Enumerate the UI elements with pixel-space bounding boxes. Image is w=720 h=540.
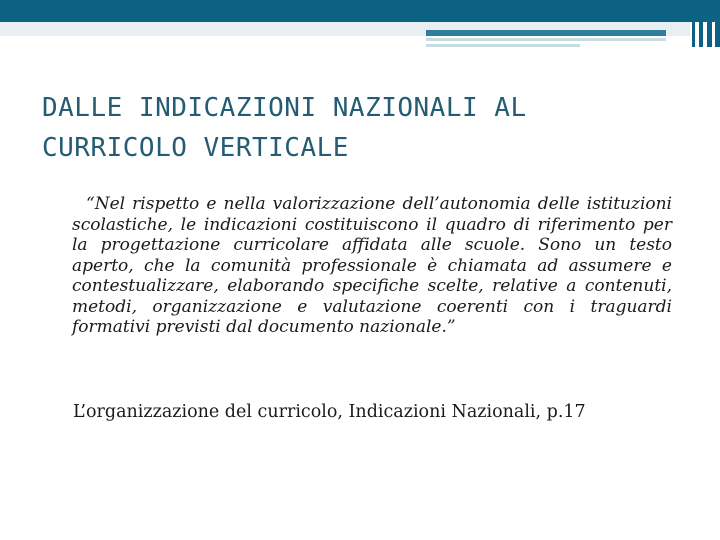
quote-text: “Nel rispetto e nella valorizzazione dell’autonomia delle istituzioni scolastiche, le indicazioni costituiscono il quadro di riferimento per la progettazione curricolare affidata alle scuole. Sono un testo aperto, che la comunità professionale è chiamata ad assumere e contestualizzare, elaborando specifiche scelte, relative a contenuti, metodi, organizzazione e valutazione coerenti con i traguardi formativi previsti dal documento nazionale.” bbox=[72, 194, 672, 337]
slide-title bbox=[42, 88, 682, 168]
slide-title-line-2: CURRICOLO VERTICALE bbox=[42, 133, 349, 163]
slide-title-line-1: DALLE INDICAZIONI NAZIONALI AL bbox=[42, 93, 527, 123]
corner-bars-decoration bbox=[690, 0, 720, 47]
quote-block bbox=[72, 194, 672, 338]
citation: L’organizzazione del curricolo, Indicazioni Nazionali, p.17 bbox=[73, 402, 586, 422]
corner-bar bbox=[699, 0, 703, 47]
accent-stripe-short bbox=[426, 44, 580, 47]
corner-bar bbox=[707, 0, 712, 47]
corner-bar bbox=[692, 0, 695, 47]
accent-stripe-thin bbox=[426, 38, 666, 41]
accent-stripe bbox=[426, 30, 666, 36]
corner-bar bbox=[715, 0, 720, 47]
top-accent-band bbox=[0, 0, 720, 22]
